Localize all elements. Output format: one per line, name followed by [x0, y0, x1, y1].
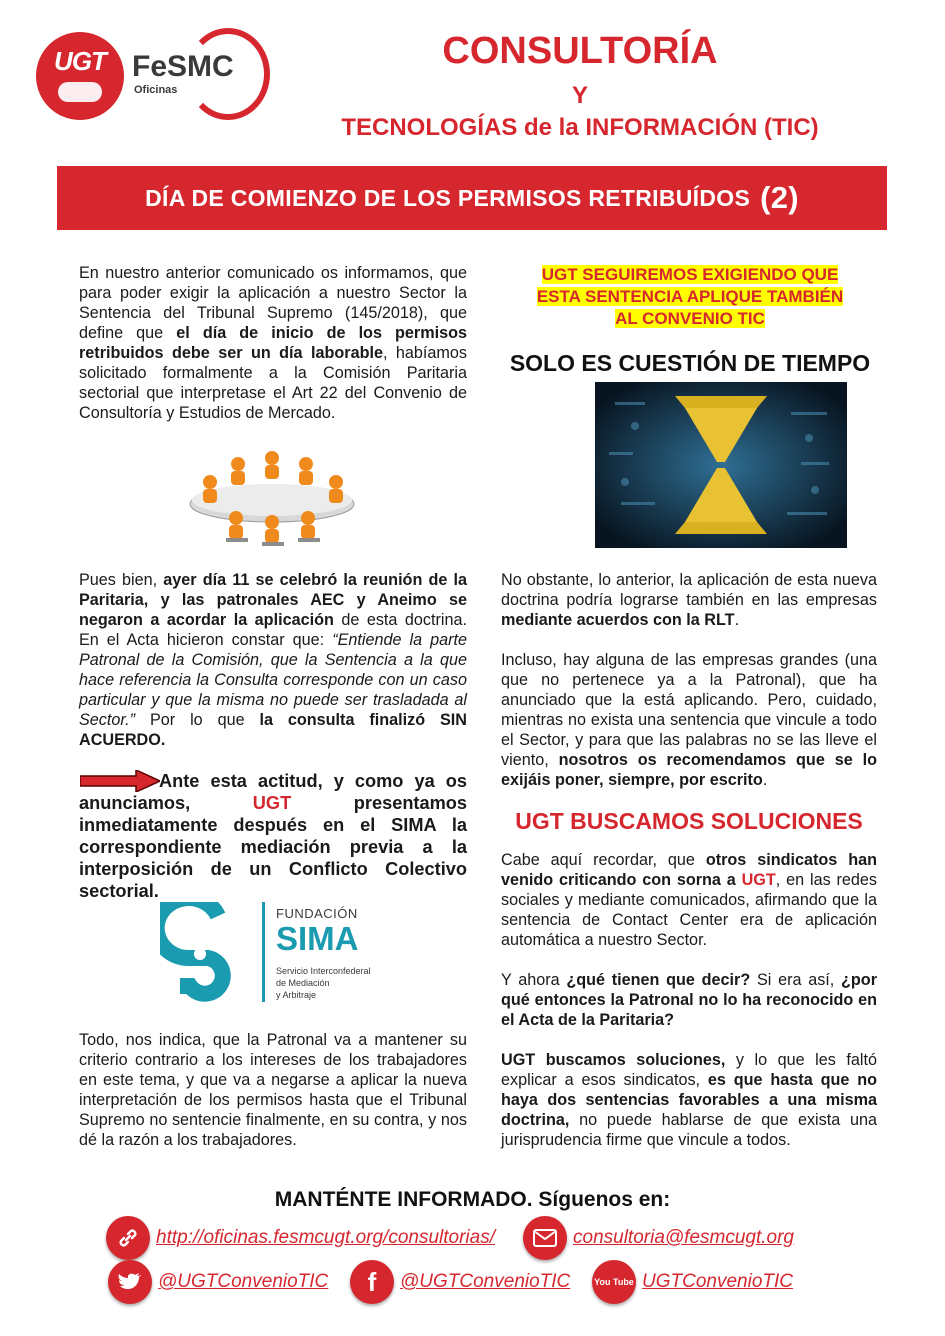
- twitter-link[interactable]: @UGTConvenioTIC: [158, 1271, 329, 1292]
- ugt-logo-circle: [36, 32, 124, 120]
- youtube-icon: You Tube: [592, 1260, 636, 1304]
- right-paragraph-4: [501, 970, 877, 1030]
- left-paragraph-1: [79, 263, 467, 423]
- email-link[interactable]: consultoria@fesmcugt.org: [573, 1227, 794, 1248]
- text-run: ayer día 11 se celebró la reunión de la Paritaria, y las patronales AEC y Aneimo se negaron a acordar la aplicación: [79, 571, 467, 629]
- text-run: .: [762, 771, 768, 789]
- web-link[interactable]: http://oficinas.fesmcugt.org/consultorias/: [156, 1227, 495, 1248]
- highlight-line-1: UGT SEGUIREMOS EXIGIENDO QUE: [541, 265, 839, 284]
- title-consultoria: CONSULTORÍA: [442, 30, 718, 72]
- headline-banner: [57, 166, 887, 230]
- sima-line5: y Arbitraje: [276, 990, 317, 1000]
- twitter-link-group[interactable]: [108, 1260, 328, 1304]
- org-name: FeSMC: [132, 50, 234, 83]
- text-run: Todo, nos indica, que la Patronal va a mantener su criterio contrario a los intereses de los trabajadores en este tema, y que va a negarse a aplicar la nueva interpretación de los permisos hasta que el Tribunal Supremo no sentencie finalmente, en su contra, y nos dé la razón a los trabajadores.: [79, 1031, 467, 1149]
- facebook-icon: f: [350, 1260, 394, 1304]
- logo-text: UGT: [54, 46, 106, 76]
- text-run: Pues bien,: [79, 571, 164, 589]
- right-paragraph-5: [501, 1050, 877, 1150]
- sima-divider: [262, 902, 265, 1002]
- facebook-link-group[interactable]: [350, 1260, 570, 1304]
- org-sub: Oficinas: [134, 84, 178, 96]
- ugt-fesmc-logo: [36, 28, 276, 118]
- left-paragraph-4: [79, 1030, 467, 1150]
- left-paragraph-3: [79, 770, 467, 902]
- text-run: la consulta finalizó SIN ACUERDO.: [79, 711, 467, 749]
- text-run: UGT: [741, 871, 776, 889]
- text-run: .: [734, 611, 740, 629]
- youtube-link-group[interactable]: [592, 1260, 793, 1304]
- meeting-table-illustration: [180, 442, 360, 550]
- text-run: , en las redes sociales y mediante comunicados, afirmando que la sentencia de Contact Center era de aplicación automática a nuestro Sector.: [501, 871, 877, 949]
- facebook-link[interactable]: @UGTConvenioTIC: [400, 1271, 571, 1292]
- email-link-group[interactable]: [523, 1216, 794, 1260]
- right-paragraph-1: [501, 570, 877, 630]
- handshake-icon: [58, 82, 102, 102]
- soluciones-heading: UGT BUSCAMOS SOLUCIONES: [515, 808, 863, 834]
- solo-heading: SOLO ES CUESTIÓN DE TIEMPO: [509, 350, 871, 376]
- text-run: UGT buscamos soluciones,: [501, 1051, 726, 1069]
- link-icon: [106, 1216, 150, 1260]
- text-run: otros sindicatos han venido criticando con sorna a: [501, 851, 877, 889]
- headline-text: DÍA DE COMIENZO DE LOS PERMISOS RETRIBUÍDOS: [145, 184, 751, 211]
- headline-number: (2): [760, 180, 799, 215]
- right-paragraph-2: [501, 650, 877, 790]
- right-paragraph-3: [501, 850, 877, 950]
- highlight-line-3: AL CONVENIO TIC: [615, 309, 765, 328]
- email-icon: [523, 1216, 567, 1260]
- text-run: Ante esta actitud, y como ya os anunciamos,: [79, 771, 467, 813]
- text-run: presentamos inmediatamente después en el SIMA la correspondiente mediación previa a la interposición de un Conflicto Colectivo sectorial.: [79, 793, 467, 901]
- text-run: No obstante, lo anterior, la aplicación de esta nueva doctrina podría lograrse también en las empresas: [501, 571, 877, 609]
- text-run: En nuestro anterior comunicado os informamos, que para poder exigir la aplicación a nuestro Sector la Sentencia del Tribunal Supremo (145/2018), que define que: [79, 264, 467, 342]
- text-run: mediante acuerdos con la RLT: [501, 611, 735, 629]
- twitter-icon: [108, 1260, 152, 1304]
- text-run: Incluso, hay alguna de las empresas grandes (una que no pertenece ya a la Patronal), que ha anunciado que la está aplicando. Pero, cuidado, mientras no exista una sentencia que vincule a todo el Sector, y para que las palabras no se las lleve el viento,: [501, 651, 877, 769]
- web-link-group[interactable]: [106, 1216, 495, 1260]
- sima-line4: de Mediación: [276, 978, 330, 988]
- logo-arc: [186, 28, 270, 120]
- follow-heading: MANTÉNTE INFORMADO. Síguenos en:: [274, 1188, 671, 1211]
- text-run: Por lo que: [135, 711, 260, 729]
- text-run: el día de inicio de los permisos retribuidos debe ser un día laborable: [79, 324, 467, 362]
- sima-line1: FUNDACIÓN: [276, 906, 358, 921]
- text-run: , habíamos solicitado formalmente a la Comisión Paritaria sectorial que interpretase el Art 22 del Convenio de Consultoría y Estudios de Mercado.: [79, 344, 467, 422]
- text-run: Cabe aquí recordar, que: [501, 851, 706, 869]
- text-run: nosotros os recomendamos que se lo exijáis poner, siempre, por escrito: [501, 751, 877, 789]
- highlight-line-2: ESTA SENTENCIA APLIQUE TAMBIÉN: [536, 287, 844, 306]
- sima-line3: Servicio Interconfederal: [276, 966, 371, 976]
- text-run: de esta doctrina. En el Acta hicieron constar que:: [79, 611, 467, 649]
- highlight-box: [510, 264, 870, 330]
- sima-line2: SIMA: [276, 920, 359, 957]
- text-run: Si era así,: [750, 971, 842, 989]
- sima-s-icon: [160, 902, 238, 1006]
- text-run: UGT: [252, 793, 292, 813]
- text-run: Y ahora: [501, 971, 567, 989]
- title-tic: TECNOLOGÍAS de la INFORMACIÓN (TIC): [341, 114, 819, 141]
- youtube-link[interactable]: UGTConvenioTIC: [642, 1271, 793, 1292]
- text-run: ¿qué tienen que decir?: [566, 971, 751, 989]
- hourglass-image: [595, 382, 847, 548]
- text-run: no puede hablarse de que exista una jurisprudencia firme que vincule a todos.: [501, 1111, 877, 1149]
- text-run: y lo que les faltó explicar a esos sindicatos,: [501, 1051, 877, 1089]
- left-paragraph-2: [79, 570, 467, 750]
- text-run: “Entiende la parte Patronal de la Comisión, que la Sentencia a la que hace referencia la Consulta corresponde con un caso particular y que la misma no puede ser trasladada al Sector.”: [79, 631, 467, 729]
- text-run: es que hasta que no haya dos sentencias favorables a una misma doctrina,: [501, 1071, 877, 1129]
- text-run: ¿por qué entonces la Patronal no lo ha reconocido en el Acta de la Paritaria?: [501, 971, 877, 1029]
- fundacion-sima-logo: [160, 900, 400, 1010]
- title-y: Y: [571, 82, 588, 109]
